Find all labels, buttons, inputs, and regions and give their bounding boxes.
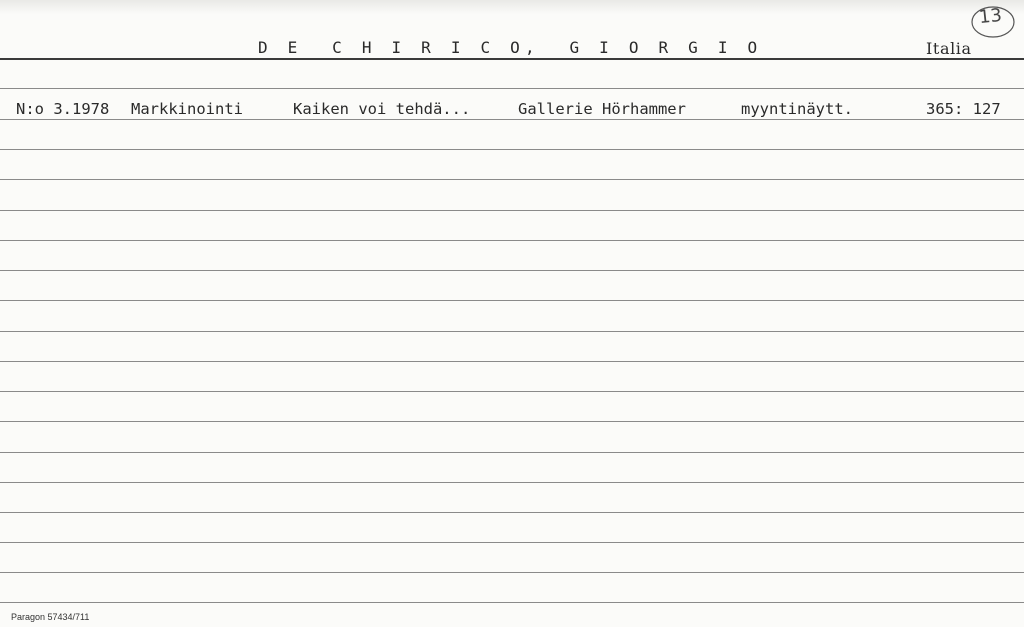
ruled-line <box>0 149 1024 150</box>
entry-gallery: Gallerie Hörhammer <box>518 100 686 118</box>
ruled-line <box>0 391 1024 392</box>
entry-article: Kaiken voi tehdä... <box>293 100 471 118</box>
ruled-line <box>0 331 1024 332</box>
entry-reference: 365: 127 <box>926 100 1001 118</box>
ruled-line <box>0 270 1024 271</box>
ruled-line <box>0 512 1024 513</box>
entry-issue: N:o 3.1978 <box>16 100 110 118</box>
ruled-line <box>0 119 1024 120</box>
country-label: Italia <box>926 39 972 58</box>
handwritten-number: 13 <box>977 4 1003 29</box>
ruled-line <box>0 421 1024 422</box>
artist-name-heading: D E C H I R I C O, G I O R G I O <box>258 38 763 57</box>
ruled-line <box>0 88 1024 89</box>
ruled-line <box>0 572 1024 573</box>
ruled-line <box>0 482 1024 483</box>
ruled-line <box>0 240 1024 241</box>
entry-publication: Markkinointi <box>131 100 243 118</box>
ruled-line <box>0 179 1024 180</box>
ruled-line <box>0 602 1024 603</box>
entry-type: myyntinäytt. <box>741 100 853 118</box>
ruled-line <box>0 361 1024 362</box>
ruled-line <box>0 210 1024 211</box>
card-top-edge <box>0 0 1024 14</box>
printer-imprint: Paragon 57434/711 <box>11 612 90 622</box>
ruled-line <box>0 542 1024 543</box>
header-rule <box>0 58 1024 60</box>
ruled-line <box>0 300 1024 301</box>
ruled-line <box>0 452 1024 453</box>
